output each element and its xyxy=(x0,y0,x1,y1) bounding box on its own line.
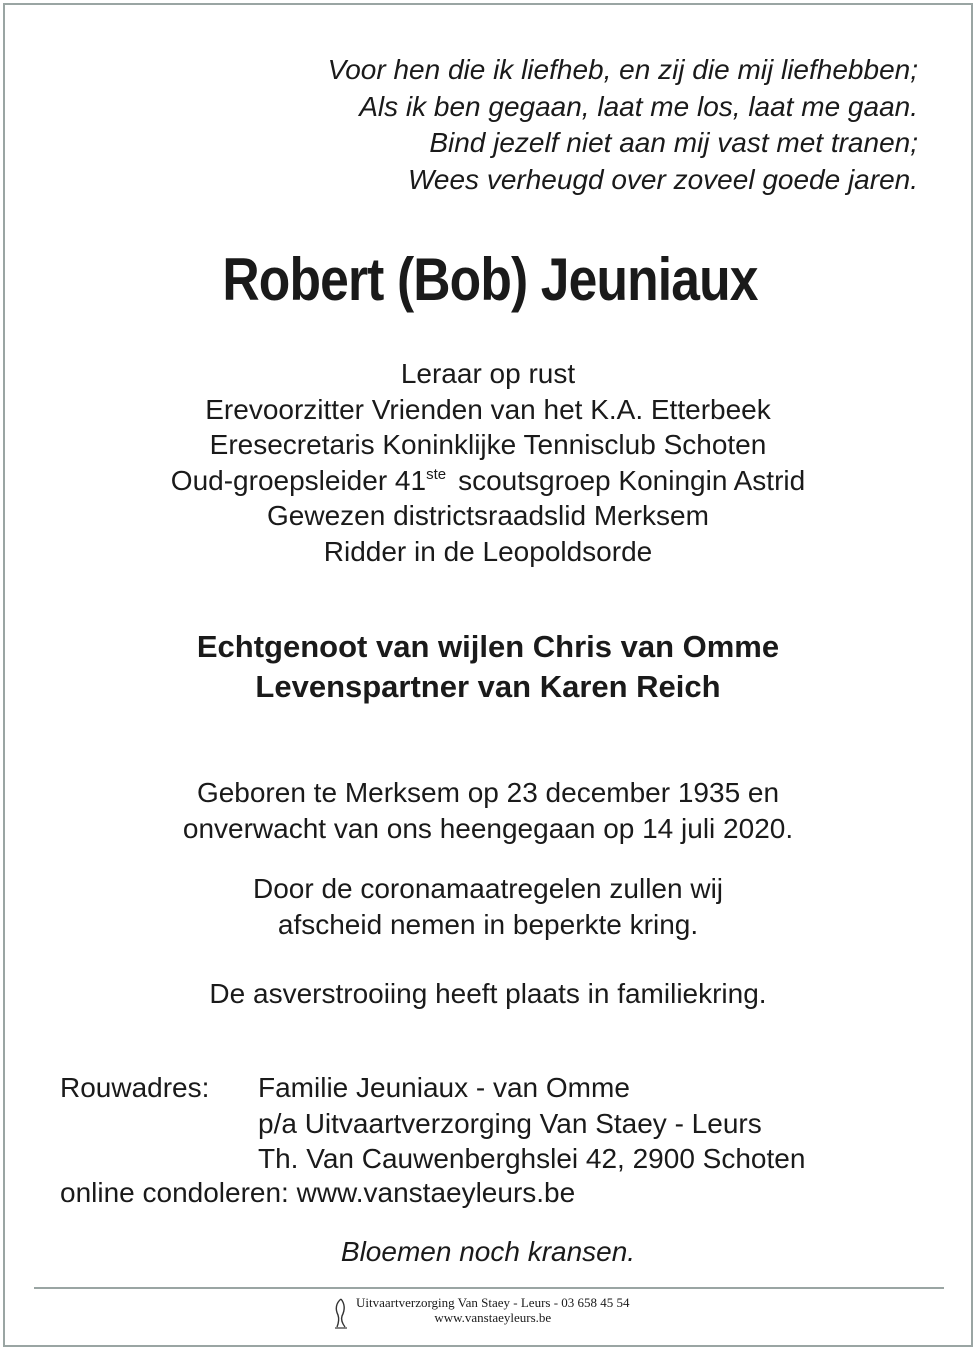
title-prefix: Oud-groepsleider 41 xyxy=(170,464,427,496)
spouse-block xyxy=(0,627,976,707)
birth-line: Geboren te Merksem op 23 december 1935 en xyxy=(196,777,780,808)
poem-line: Voor hen die ik liefheb, en zij die mij liefhebben; xyxy=(327,54,918,85)
address-line: Familie Jeuniaux - van Omme xyxy=(258,1072,630,1103)
address-line: Th. Van Cauwenberghslei 42, 2900 Schoten xyxy=(258,1143,806,1174)
deceased-name: Robert (Bob) Jeuniaux xyxy=(222,246,758,313)
mourning-address xyxy=(60,1070,805,1177)
titles-list xyxy=(0,356,976,569)
death-line: onverwacht van ons heengegaan op 14 juli 2020. xyxy=(182,812,794,844)
birth-death-block xyxy=(0,775,976,846)
poem-line: Bind jezelf niet aan mij vast met tranen; xyxy=(429,127,918,158)
footer xyxy=(330,1295,630,1331)
title-line: Leraar op rust xyxy=(400,358,576,389)
corona-line: afscheid nemen in beperkte kring. xyxy=(277,908,699,940)
partner-line: Levenspartner van Karen Reich xyxy=(255,669,721,704)
poem-line: Als ik ben gegaan, laat me los, laat me gaan. xyxy=(359,90,918,122)
online-condolence-link[interactable]: online condoleren: www.vanstaeyleurs.be xyxy=(60,1177,576,1208)
funeral-home-logo-icon xyxy=(330,1295,352,1331)
footer-website[interactable]: www.vanstaeyleurs.be xyxy=(434,1310,552,1325)
spouse-line: Echtgenoot van wijlen Chris van Omme xyxy=(196,629,780,664)
address-label: Rouwadres: xyxy=(60,1072,210,1103)
title-line: Eresecretaris Koninklijke Tennisclub Schoten xyxy=(209,429,767,460)
corona-notice xyxy=(0,871,976,942)
footer-divider xyxy=(34,1287,944,1289)
footer-company: Uitvaartverzorging Van Staey - Leurs - 03 658 45 54 xyxy=(356,1295,630,1310)
flowers-notice: Bloemen noch kransen. xyxy=(340,1236,636,1267)
address-line: p/a Uitvaartverzorging Van Staey - Leurs xyxy=(258,1107,762,1139)
poem xyxy=(328,52,918,198)
title-superscript: ste xyxy=(426,465,447,483)
poem-line: Wees verheugd over zoveel goede jaren. xyxy=(407,163,918,195)
title-line xyxy=(0,463,976,499)
title-line: Erevoorzitter Vrienden van het K.A. Etterbeek xyxy=(205,393,771,425)
title-line: Gewezen districtsraadslid Merksem xyxy=(267,500,709,531)
corona-line: Door de coronamaatregelen zullen wij xyxy=(252,873,724,904)
ashes-notice: De asverstrooiing heeft plaats in familiekring. xyxy=(209,978,767,1009)
title-line: Ridder in de Leopoldsorde xyxy=(323,535,653,567)
title-suffix: scoutsgroep Koningin Astrid xyxy=(458,464,806,496)
